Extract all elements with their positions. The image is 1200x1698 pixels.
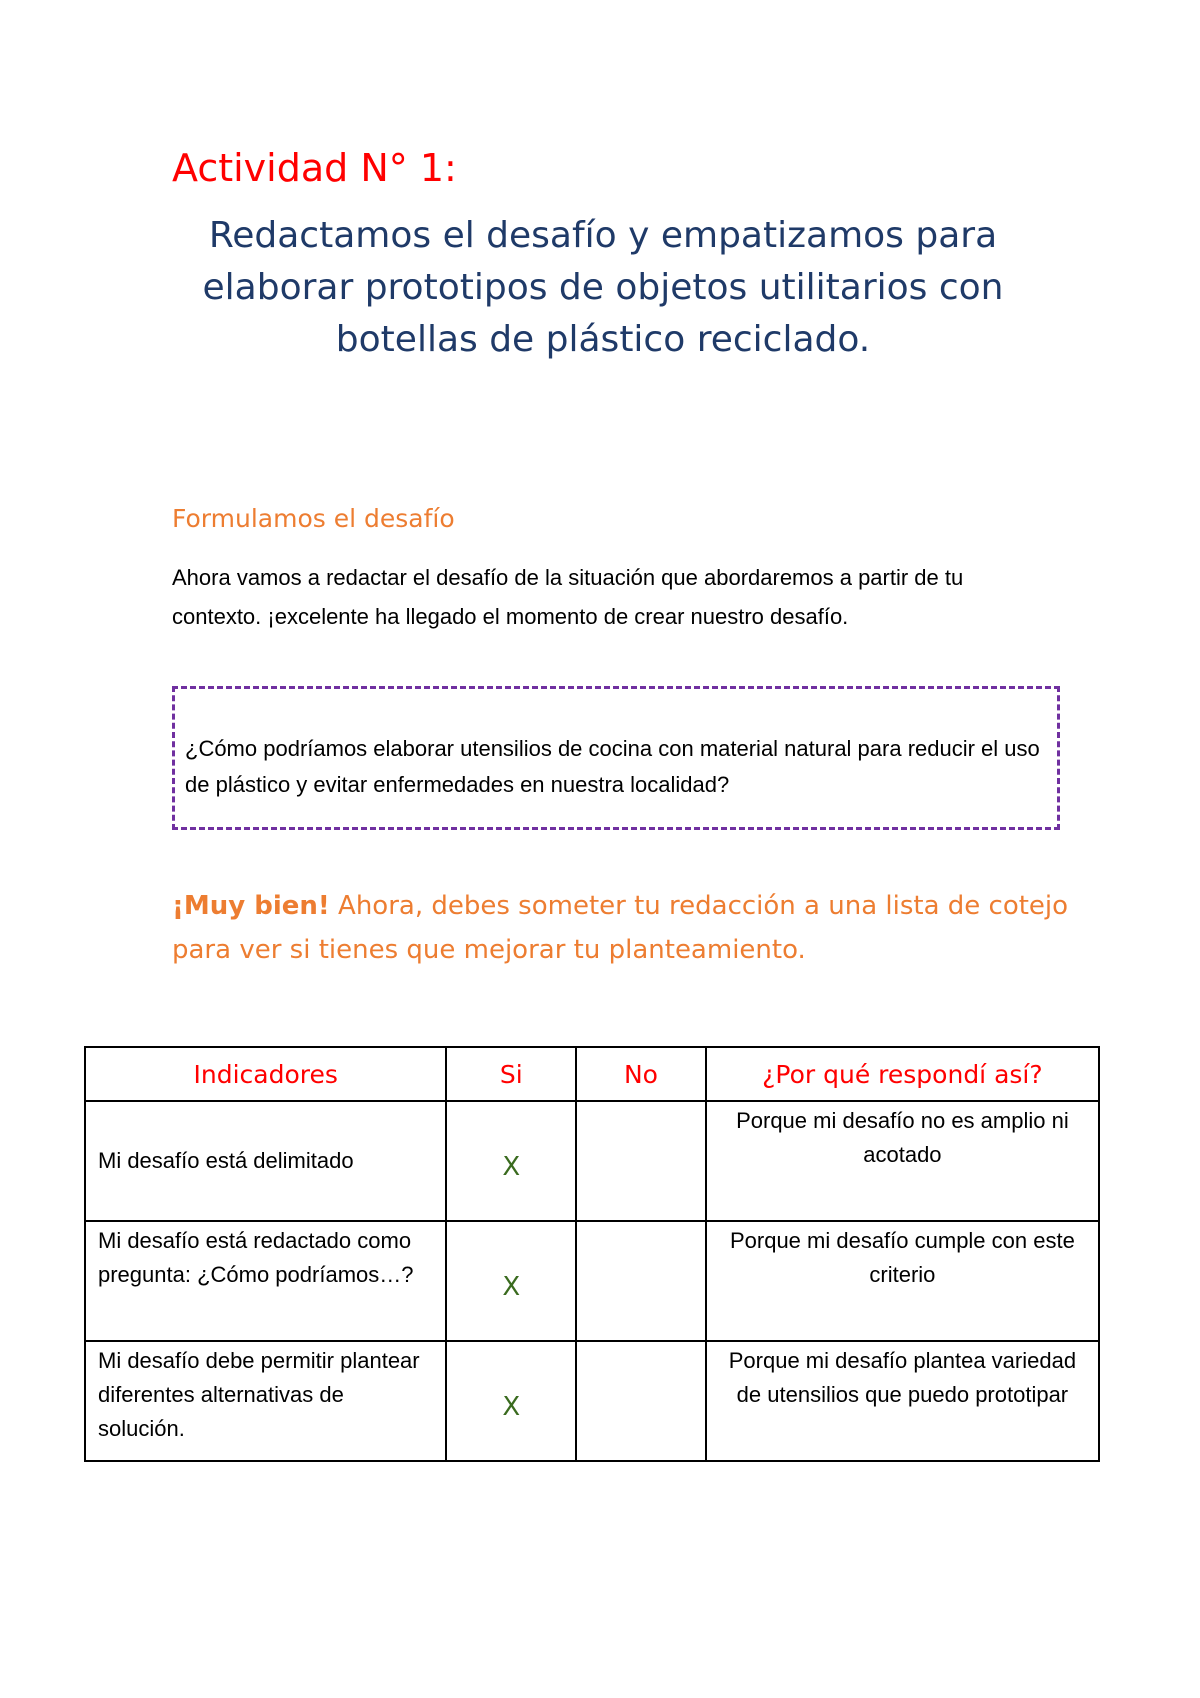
indicator-cell: Mi desafío debe permitir plantear diferentes alternativas de solución.: [85, 1341, 446, 1461]
no-mark-cell: [576, 1221, 706, 1341]
section-heading: Formulamos el desafío: [172, 504, 455, 533]
table-row: [85, 1101, 1099, 1221]
indicator-cell: Mi desafío está redactado como pregunta: ¿Cómo podríamos…?: [85, 1221, 446, 1341]
yes-mark-cell: X: [446, 1101, 576, 1221]
no-mark-cell: [576, 1101, 706, 1221]
yes-mark-cell: X: [446, 1221, 576, 1341]
header-no: No: [576, 1047, 706, 1101]
header-indicators: Indicadores: [85, 1047, 446, 1101]
activity-title: Actividad N° 1:: [172, 146, 457, 190]
table-row: [85, 1221, 1099, 1341]
checklist-header-row: [85, 1047, 1099, 1101]
intro-paragraph: Ahora vamos a redactar el desafío de la situación que abordaremos a partir de tu contexto. ¡excelente ha llegado el momento de crear nuestro desafío.: [172, 565, 964, 629]
no-mark-cell: [576, 1341, 706, 1461]
reason-cell: Porque mi desafío no es amplio ni acotado: [706, 1101, 1099, 1221]
reason-cell: Porque mi desafío plantea variedad de utensilios que puedo prototipar: [706, 1341, 1099, 1461]
indicator-cell: Mi desafío está delimitado: [85, 1101, 446, 1221]
praise-bold: ¡Muy bien!: [172, 891, 330, 921]
table-row: [85, 1341, 1099, 1461]
yes-mark-cell: X: [446, 1341, 576, 1461]
challenge-box: [172, 686, 1060, 830]
main-title: Redactamos el desafío y empatizamos para elaborar prototipos de objetos utilitarios con botellas de plástico reciclado.: [202, 215, 1004, 360]
header-why: ¿Por qué respondí así?: [706, 1047, 1099, 1101]
header-yes: Si: [446, 1047, 576, 1101]
checklist-table: [84, 1046, 1100, 1462]
reason-cell: Porque mi desafío cumple con este criterio: [706, 1221, 1099, 1341]
praise-paragraph: [172, 884, 1072, 972]
challenge-question: ¿Cómo podríamos elaborar utensilios de cocina con material natural para reducir el uso de plástico y evitar enfermedades en nuestra localidad?: [185, 736, 1040, 797]
praise-text: Ahora, debes someter tu redacción a una lista de cotejo para ver si tienes que mejorar tu planteamiento.: [172, 891, 1069, 965]
